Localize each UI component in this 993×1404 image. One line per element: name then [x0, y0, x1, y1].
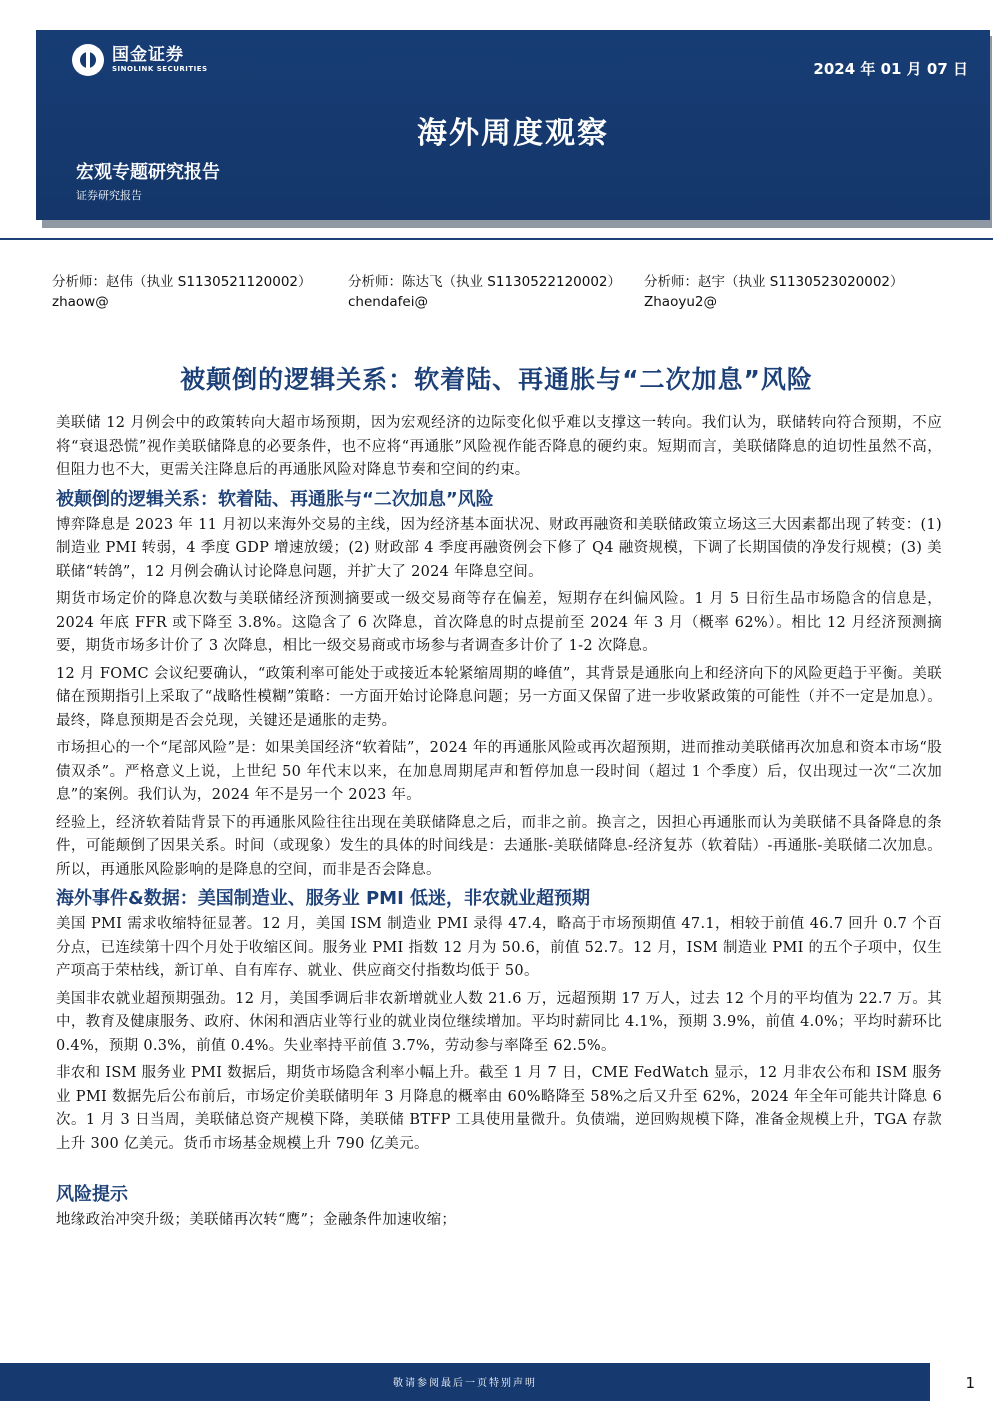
paragraph: 博弈降息是 2023 年 11 月初以来海外交易的主线，因为经济基本面状况、财政再融资和美联储政策立场这三大因素都出现了转变：(1) 制造业 PMI 转弱，4 季度 GDP 增速放缓；(2) 财政部 4 季度再融资例会下修了 Q4 融资规模，下调了长期国债的净发行规模；(3) 美联储“转鸽”，12 月例会确认讨论降息问题，并扩大了 2024 年降息空间。	[56, 516, 942, 580]
analyst-email[interactable]: zhaow@	[52, 294, 109, 310]
analyst-email[interactable]: chendafei@	[348, 294, 428, 310]
header-divider	[0, 238, 993, 240]
logo-name-en: SINOLINK SECURITIES	[112, 65, 208, 73]
analyst-email[interactable]: Zhaoyu2@	[644, 294, 717, 310]
analyst-name: 分析师：陈达飞（执业 S1130522120002）	[348, 274, 622, 290]
paragraph: 美国 PMI 需求收缩特征显著。12 月，美国 ISM 制造业 PMI 录得 47.4，略高于市场预期值 47.1，相较于前值 46.7 回升 0.7 个百分点，已连续第十四个月处于收缩区间。服务业 PMI 指数 12 月为 50.6，前值 52.7。12 月，ISM 制造业 PMI 的五个子项中，仅生产项高于荣枯线，新订单、自有库存、就业、供应商交付指数均低于 50。	[56, 916, 942, 979]
report-type: 宏观专题研究报告	[76, 162, 220, 183]
report-body	[56, 412, 942, 1237]
section-heading: 被颠倒的逻辑关系：软着陆、再通胀与“二次加息”风险	[56, 488, 494, 510]
risk-text: 地缘政治冲突升级；美联储再次转“鹰”；金融条件加速收缩；	[56, 1212, 457, 1228]
paragraph: 非农和 ISM 服务业 PMI 数据后，期货市场隐含利率小幅上升。截至 1 月 7 日，CME FedWatch 显示，12 月非农公布和 ISM 服务业 PMI 数据先后公布前后，市场定价美联储明年 3 月降息的概率由 60%略降至 58%之后又升至 62%，2024 年全年可能共计降息 6 次。1 月 3 日当周，美联储总资产规模下降，美联储 BTFP 工具使用量微升。负债端，逆回购规模下降，准备金规模上升，TGA 存款上升 300 亿美元。货币市场基金规模上升 790 亿美元。	[56, 1065, 942, 1152]
intro-paragraph: 美联储 12 月例会中的政策转向大超市场预期，因为宏观经济的边际变化似乎难以支撑这一转向。我们认为，联储转向符合预期，不应将“衰退恐慌”视作美联储降息的必要条件，也不应将“再通胀”风险视作能否降息的硬约束。短期而言，美联储降息的迫切性虽然不高，但阻力也不大，更需关注降息后的再通胀风险对降息节奏和空间的约束。	[56, 415, 942, 478]
analyst-name: 分析师：赵伟（执业 S1130521120002）	[52, 274, 312, 290]
footer-disclaimer-notice: 敬请参阅最后一页特别声明	[393, 1378, 537, 1389]
paragraph: 经验上，经济软着陆背景下的再通胀风险往往出现在美联储降息之后，而非之前。换言之，因担心再通胀而认为美联储不具备降息的条件，可能颠倒了因果关系。时间（或现象）发生的具体的时间线是：去通胀-美联储降息-经济复苏（软着陆）-再通胀-美联储二次加息。所以，再通胀风险影响的是降息的空间，而非是否会降息。	[56, 814, 942, 878]
company-logo	[72, 44, 208, 76]
risk-heading: 风险提示	[56, 1184, 128, 1205]
analyst-3	[644, 272, 904, 312]
paragraph: 美国非农就业超预期强劲。12 月，美国季调后非农新增就业人数 21.6 万，远超预期 17 万人，过去 12 个月的平均值为 22.7 万。其中，教育及健康服务、政府、休闲和酒店业等行业的就业岗位继续增加。平均时薪同比 4.1%，预期 3.9%，前值 4.0%；平均时薪环比 0.4%，预期 0.3%，前值 0.4%。失业率持平前值 3.7%，劳动参与率降至 62.5%。	[56, 990, 942, 1054]
analyst-2	[348, 272, 621, 312]
analyst-1	[52, 272, 312, 312]
logo-icon	[72, 44, 104, 76]
section-heading: 海外事件&数据：美国制造业、服务业 PMI 低迷，非农就业超预期	[56, 888, 591, 909]
logo-name-cn: 国金证券	[112, 45, 184, 65]
report-title: 海外周度观察	[417, 116, 609, 151]
paragraph: 市场担心的一个“尾部风险”是：如果美国经济“软着陆”，2024 年的再通胀风险或再次超预期，进而推动美联储再次加息和资本市场“股债双杀”。严格意义上说，上世纪 50 年代末以来，在加息周期尾声和暂停加息一段时间（超过 1 个季度）后，仅出现过一次“二次加息”的案例。我们认为，2024 年不是另一个 2023 年。	[56, 740, 942, 803]
page-number: 1	[965, 1374, 975, 1392]
document-title: 被颠倒的逻辑关系：软着陆、再通胀与“二次加息”风险	[180, 365, 813, 394]
paragraph: 12 月 FOMC 会议纪要确认，“政策利率可能处于或接近本轮紧缩周期的峰值”，其背景是通胀向上和经济向下的风险更趋于平衡。美联储在预期指引上采取了“战略性模糊”策略：一方面开始讨论降息问题；另一方面又保留了进一步收紧政策的可能性（并不一定是加息）。最终，降息预期是否会兑现，关键还是通胀的走势。	[56, 665, 942, 729]
analyst-name: 分析师：赵宇（执业 S1130523020002）	[644, 274, 904, 290]
header-banner	[36, 30, 990, 220]
report-date: 2024 年 01 月 07 日	[813, 60, 968, 78]
report-subtype: 证券研究报告	[76, 189, 142, 202]
paragraph: 期货市场定价的降息次数与美联储经济预测摘要或一级交易商等存在偏差，短期存在纠偏风险。1 月 5 日衍生品市场隐含的信息是，2024 年底 FFR 或下降至 3.8%。这隐含了 6 次降息，首次降息的时点提前至 2024 年 3 月（概率 62%）。相比 12 月经济预测摘要，期货市场多计价了 3 次降息，相比一级交易商或市场参与者调查多计价了 1-2 次降息。	[56, 591, 942, 654]
